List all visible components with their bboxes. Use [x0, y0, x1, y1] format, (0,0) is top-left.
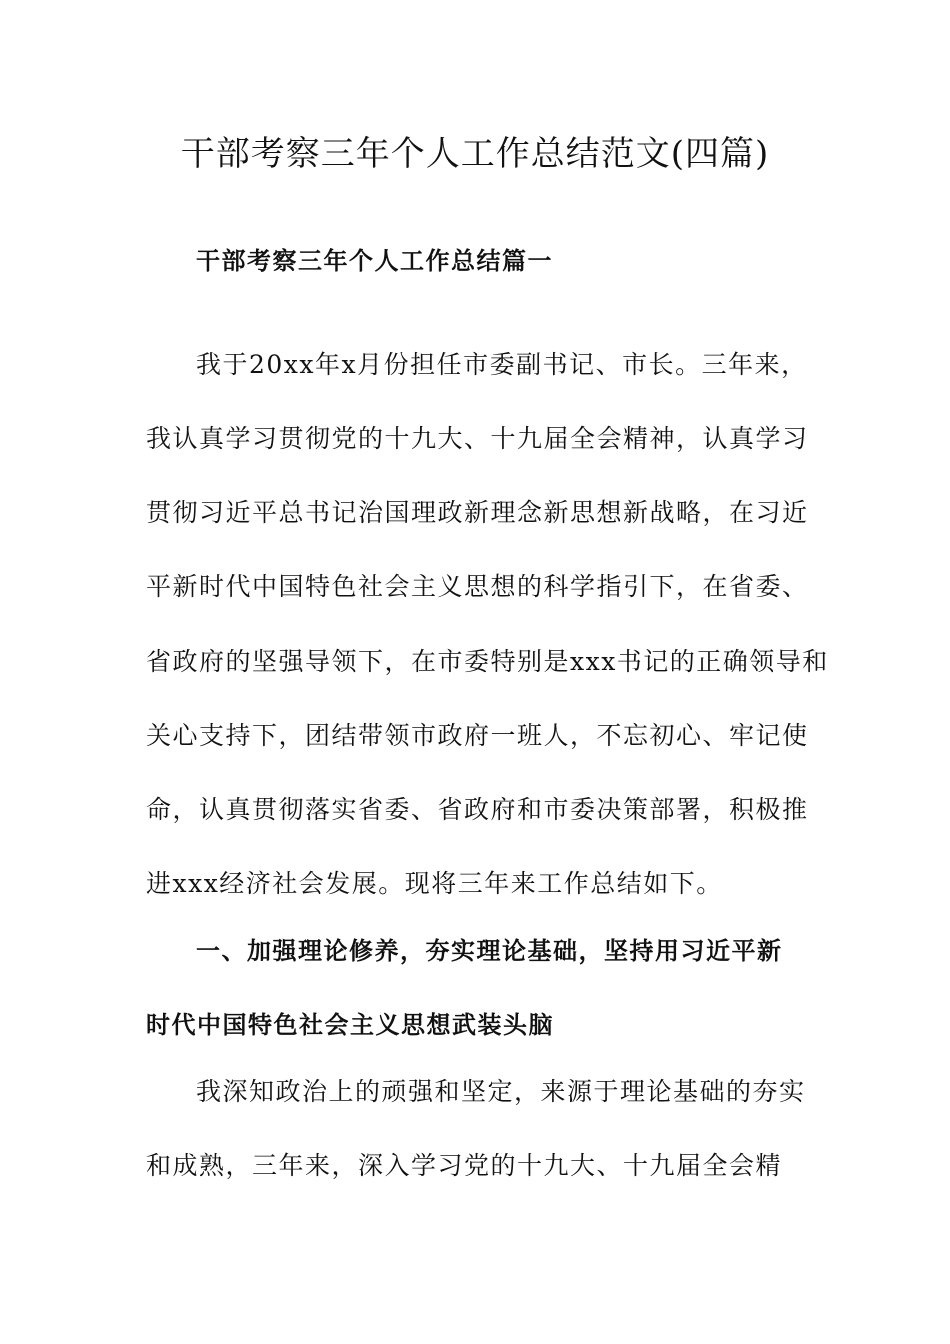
document-title: 干部考察三年个人工作总结范文(四篇): [180, 134, 770, 174]
paragraph-line: 我于20xx年x月份担任市委副书记、市长。三年来，: [196, 350, 808, 379]
subheading-line: 时代中国特色社会主义思想武装头脑: [146, 1011, 554, 1039]
section-heading: 干部考察三年个人工作总结篇一: [196, 247, 553, 275]
subheading-line: 一、加强理论修养，夯实理论基础，坚持用习近平新: [196, 937, 783, 965]
paragraph-line: 关心支持下，团结带领市政府一班人，不忘初心、牢记使: [146, 721, 809, 750]
paragraph-line: 我深知政治上的顽强和坚定，来源于理论基础的夯实: [196, 1077, 806, 1106]
paragraph-line: 进xxx经济社会发展。现将三年来工作总结如下。: [146, 869, 723, 898]
paragraph-line: 我认真学习贯彻党的十九大、十九届全会精神，认真学习: [146, 424, 809, 453]
paragraph-line: 平新时代中国特色社会主义思想的科学指引下，在省委、: [146, 572, 809, 601]
paragraph-line: 命，认真贯彻落实省委、省政府和市委决策部署，积极推: [146, 795, 809, 824]
paragraph-line: 省政府的坚强导领下，在市委特别是xxx书记的正确领导和: [146, 647, 829, 676]
paragraph-line: 贯彻习近平总书记治国理政新理念新思想新战略，在习近: [146, 498, 809, 527]
paragraph-line: 和成熟，三年来，深入学习党的十九大、十九届全会精: [146, 1151, 783, 1180]
